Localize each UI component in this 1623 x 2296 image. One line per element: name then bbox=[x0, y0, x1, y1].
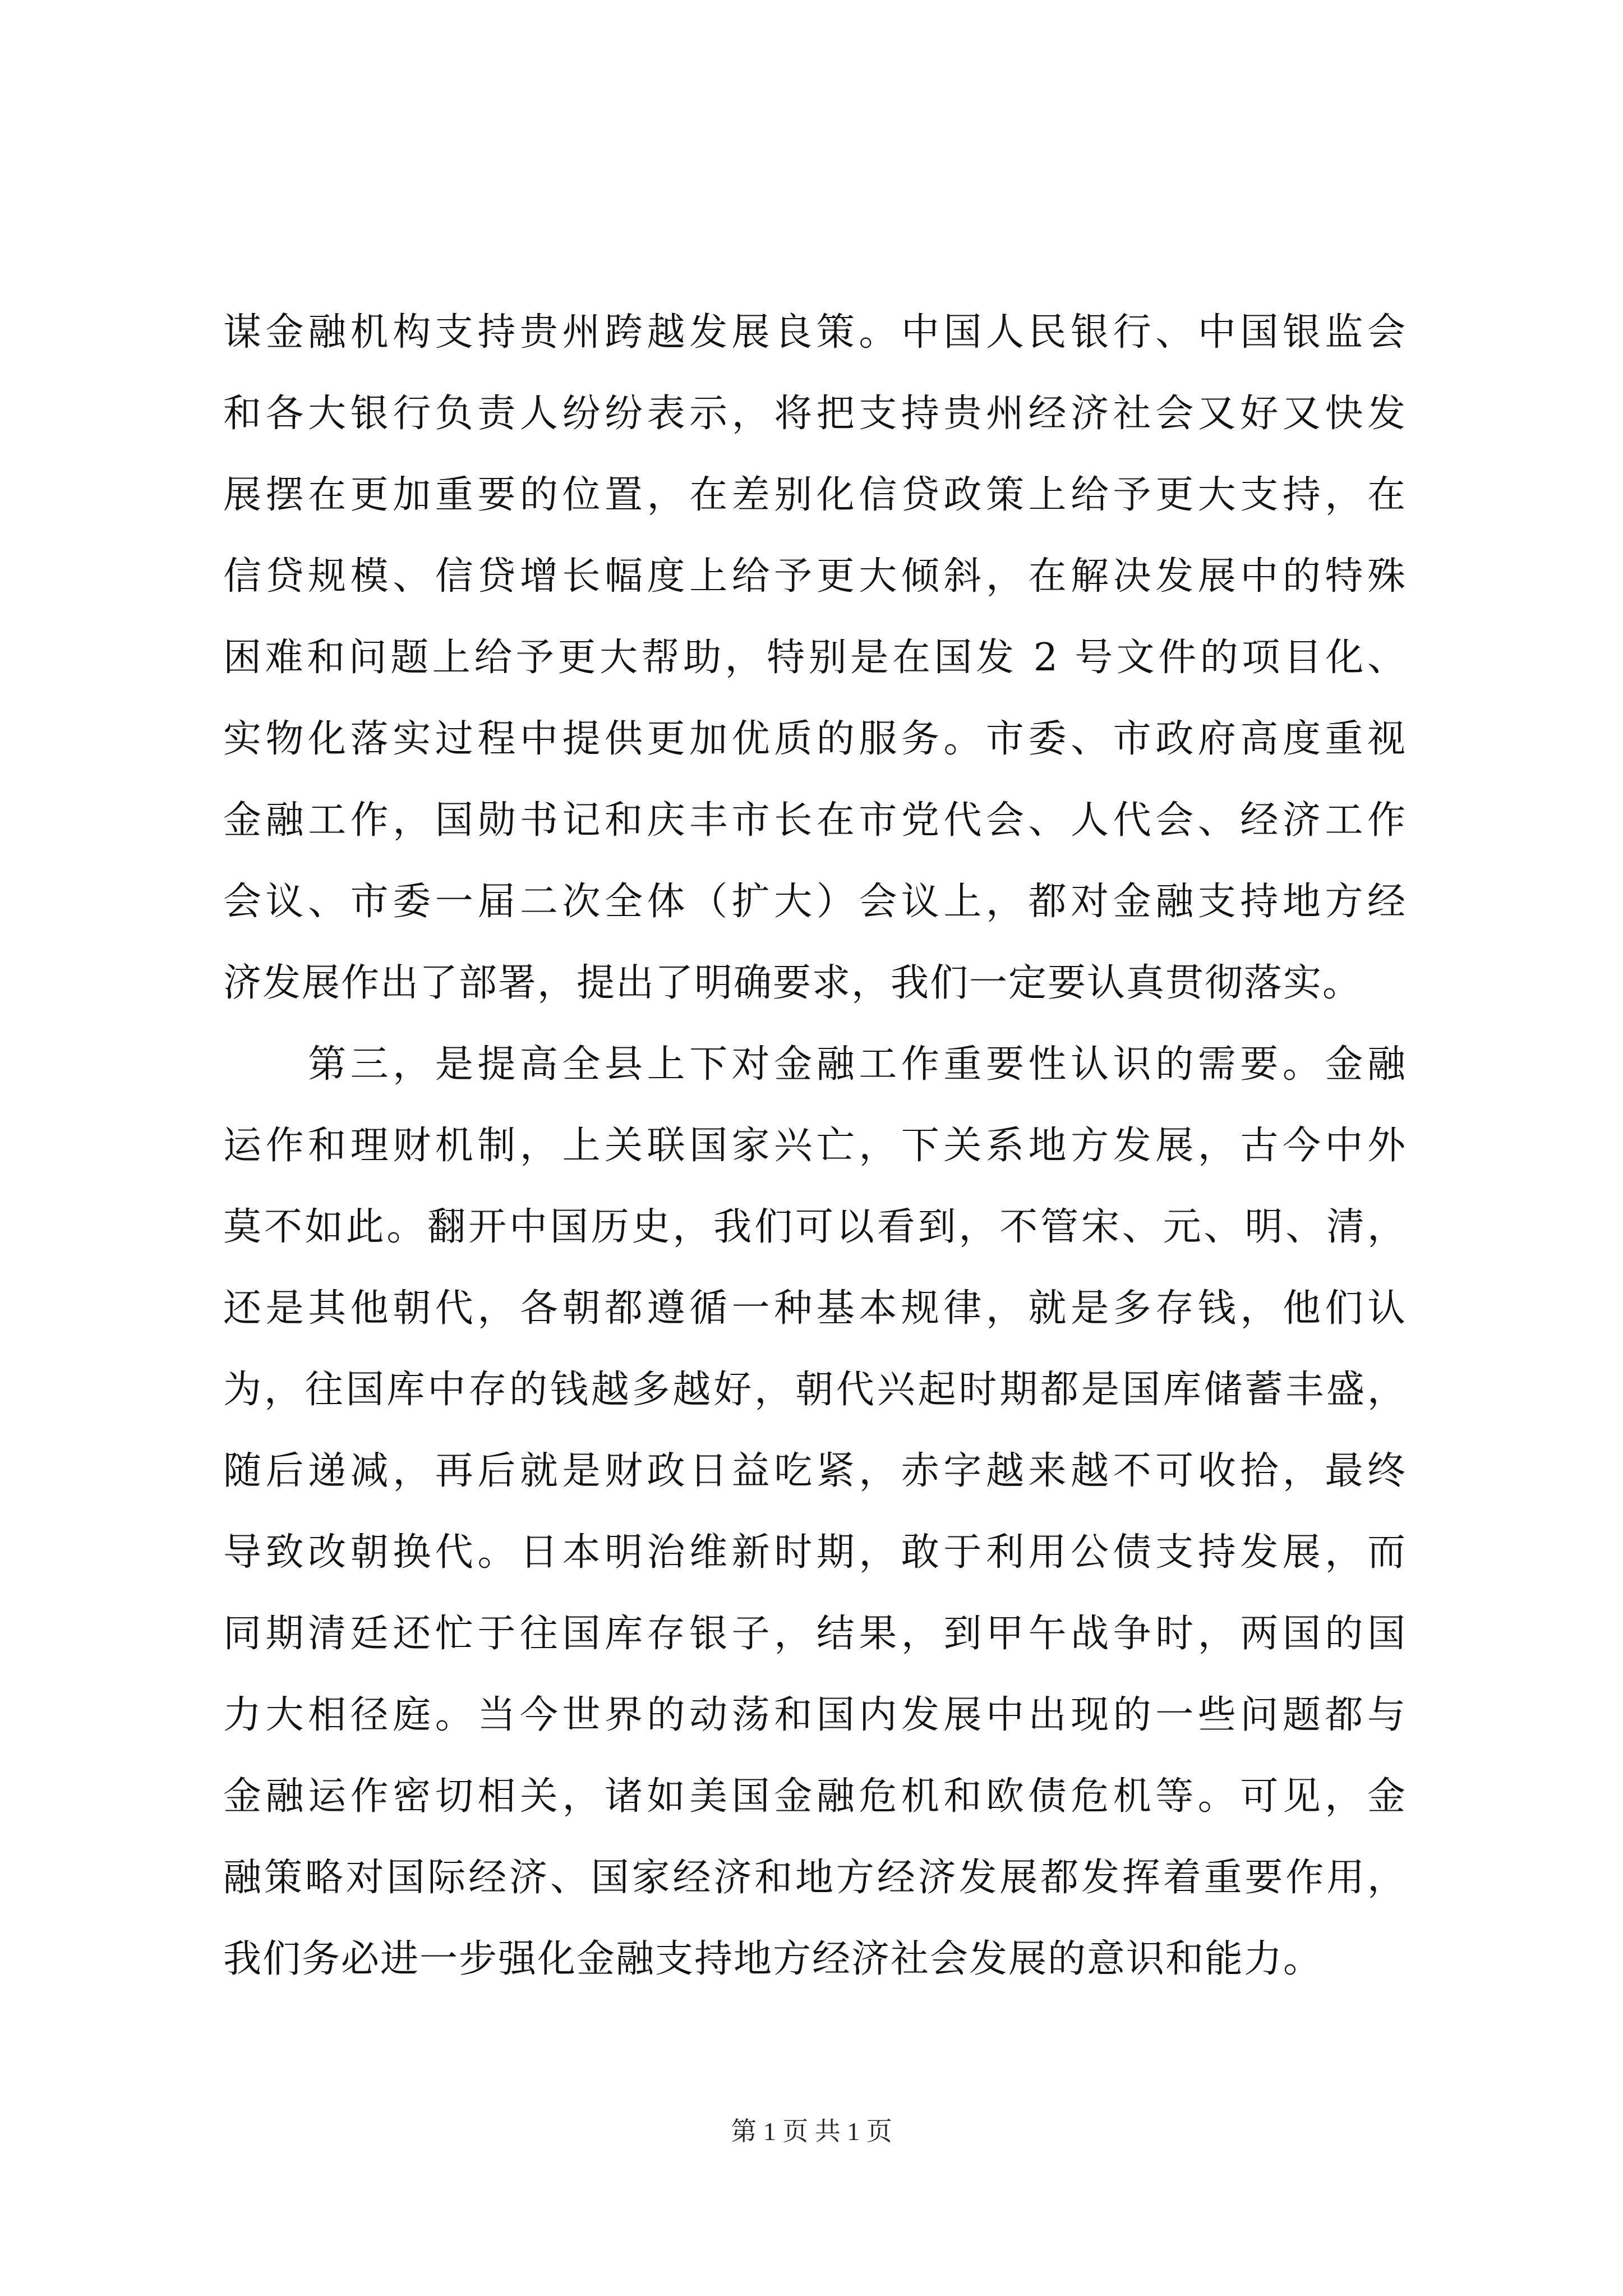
text-line: 信贷规模、信贷增长幅度上给予更大倾斜，在解决发展中的特殊 bbox=[223, 554, 1407, 599]
text-line: 导致改朝换代。日本明治维新时期，敢于利用公债支持发展，而 bbox=[223, 1530, 1407, 1575]
text-line: 第三，是提高全县上下对金融工作重要性认识的需要。金融 bbox=[223, 1042, 1407, 1087]
text-line: 金融运作密切相关，诸如美国金融危机和欧债危机等。可见，金 bbox=[223, 1774, 1407, 1819]
text-line: 我们务必进一步强化金融支持地方经济社会发展的意识和能力。 bbox=[223, 1937, 1323, 1981]
text-line: 为，往国库中存的钱越多越好，朝代兴起时期都是国库储蓄丰盛， bbox=[223, 1368, 1407, 1412]
text-line: 展摆在更加重要的位置，在差别化信贷政策上给予更大支持，在 bbox=[223, 473, 1407, 517]
text-line: 困难和问题上给予更大帮助，特别是在国发 2 号文件的项目化、 bbox=[223, 636, 1407, 680]
text-line: 随后递减，再后就是财政日益吃紧，赤字越来越不可收拾，最终 bbox=[223, 1449, 1407, 1493]
text-line: 实物化落实过程中提供更加优质的服务。市委、市政府高度重视 bbox=[223, 717, 1407, 761]
text-line: 运作和理财机制，上关联国家兴亡，下关系地方发展，古今中外 bbox=[223, 1124, 1407, 1168]
text-line: 融策略对国际经济、国家经济和地方经济发展都发挥着重要作用， bbox=[223, 1856, 1407, 1900]
text-line: 金融工作，国勋书记和庆丰市长在市党代会、人代会、经济工作 bbox=[223, 798, 1407, 843]
text-line: 力大相径庭。当今世界的动荡和国内发展中出现的一些问题都与 bbox=[223, 1693, 1407, 1737]
text-line: 谋金融机构支持贵州跨越发展良策。中国人民银行、中国银监会 bbox=[223, 310, 1407, 355]
text-line: 莫不如此。翻开中国历史，我们可以看到，不管宋、元、明、清， bbox=[223, 1205, 1407, 1249]
page-number-footer: 第 1 页 共 1 页 bbox=[731, 2117, 892, 2146]
text-line: 会议、市委一届二次全体（扩大）会议上，都对金融支持地方经 bbox=[223, 880, 1407, 924]
text-line: 济发展作出了部署，提出了明确要求，我们一定要认真贯彻落实。 bbox=[223, 961, 1362, 1005]
text-line: 和各大银行负责人纷纷表示，将把支持贵州经济社会又好又快发 bbox=[223, 392, 1407, 436]
text-line: 同期清廷还忙于往国库存银子，结果，到甲午战争时，两国的国 bbox=[223, 1612, 1407, 1656]
text-line: 还是其他朝代，各朝都遵循一种基本规律，就是多存钱，他们认 bbox=[223, 1286, 1407, 1331]
body-text bbox=[223, 292, 1407, 2000]
